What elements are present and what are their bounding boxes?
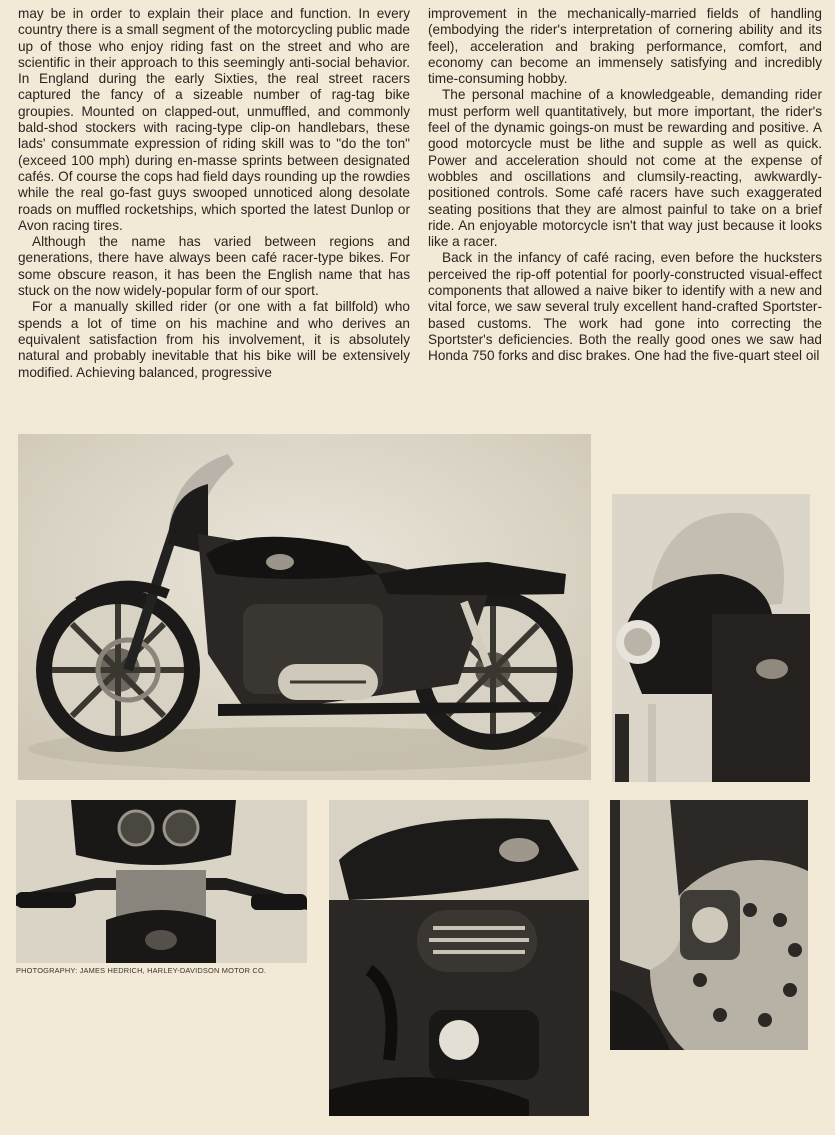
- engine-illustration: [329, 800, 589, 1116]
- bike-side-illustration: [18, 434, 591, 780]
- paragraph: Back in the infancy of café racing, even before the hucksters perceived the rip-off potential for poorly-constructed visual-effect components that allowed a naive biker to identify with a new and vital force, we saw several truly excellent hand-crafted Sportster-based customs. The work had gone into correcting the Sportster's deficiencies. Both the really good ones we saw had Honda 750 forks and disc brakes. One had the five-quart steel oil: [428, 250, 822, 364]
- fairing-illustration: [612, 494, 810, 782]
- paragraph: Although the name has varied between regions and generations, there have always been café racer-type bikes. For some obscure reason, it has been the English name that has stuck on the now widely-popular form of our sport.: [18, 234, 410, 299]
- photo-fairing-closeup: [612, 494, 810, 782]
- article-column-right: [428, 6, 822, 365]
- article-column-left: [18, 6, 410, 381]
- photo-handlebars: [16, 800, 307, 963]
- paragraph: may be in order to explain their place and function. In every country there is a small segment of the motorcycling public made up of those who enjoy riding fast on the street and who are scientific in their approach to this seemingly anti-social behavior. In England during the early Sixties, the real street racers captured the fancy of a sizeable number of rag-tag bike groupies. Mounted on clapped-out, unmuffled, and commonly bald-shod stockers with racing-type clip-on handlebars, these lads' consummate expression of riding skill was to "do the ton" (exceed 100 mph) during en-masse sprints between designated cafés. Of course the cops had field days rounding up the rowdies while the real go-fast guys swooped unnoticed along desolate roads on muffled rocketships, which sported the latest Dunlop or Avon racing tires.: [18, 6, 410, 233]
- photo-disc-brake: [610, 800, 808, 1050]
- paragraph: The personal machine of a knowledgeable, demanding rider must perform well quantitatively, but more important, the rider's feel of the dynamic goings-on must be rewarding and positive. A good motorcycle must be lithe and supple as well as quick. Power and acceleration should not come at the expense of wobbles and oscillations and clumsily-reacting, awkwardly-positioned controls. Some café racers have such exaggerated seating positions that they are almost painful to take on a brief ride. An enjoyable motorcycle isn't that way just because it looks like a racer.: [428, 87, 822, 250]
- handlebars-illustration: [16, 800, 307, 963]
- photo-engine-closeup: [329, 800, 589, 1116]
- paragraph: improvement in the mechanically-married fields of handling (embodying the rider's interpretation of cornering ability and its feel), acceleration and braking performance, comfort, and economy can become an immensely satisfying and incredibly time-consuming hobby.: [428, 6, 822, 87]
- paragraph: For a manually skilled rider (or one with a fat billfold) who spends a lot of time on his machine and who derives an equivalent satisfaction from his involvement, it is absolutely natural and probably inevitable that his bike will be extensively modified. Achieving balanced, progressive: [18, 299, 410, 380]
- brake-illustration: [610, 800, 808, 1050]
- photo-credit: PHOTOGRAPHY: JAMES HEDRICH, HARLEY-DAVIDSON MOTOR CO.: [16, 966, 267, 975]
- photo-bike-side-view: [18, 434, 591, 780]
